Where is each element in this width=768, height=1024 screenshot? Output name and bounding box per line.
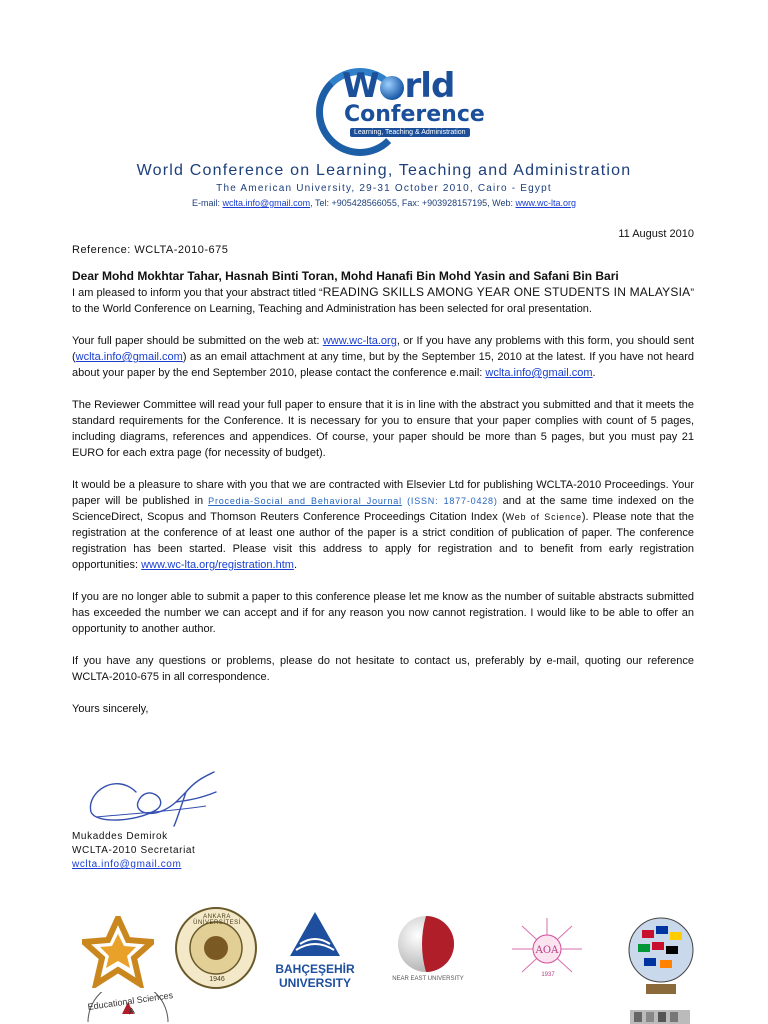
salutation: Dear Mohd Mokhtar Tahar, Hasnah Binti Toran, Mohd Hanafi Bin Mohd Yasin and Safani Bin Bari (72, 269, 619, 283)
partner-logos (0, 900, 768, 1024)
submission-email-link[interactable]: wclta.info@gmail.com (75, 351, 183, 363)
journal-issn: (ISSN: 1877-0428) (401, 496, 498, 506)
paragraph-questions: If you have any questions or problems, please do not hesitate to contact us, preferably by e-mail, quoting our reference WCLTA-2010-675 in all correspondence. (72, 655, 694, 683)
paragraph-submission: Your full paper should be submitted on the web at: www.wc-lta.org, or If you have any problems with this form, you should sent (wclta.info@gmail.com) as an email attachment at any time, but by the September 15, 2010 at the latest. If you have not heard about your paper by the end September 2010, please contact the conference e.mail: wclta.info@gmail.com. (72, 335, 694, 379)
bahcesehir-wordmark: BAHÇEŞEHİR UNIVERSITY (275, 962, 355, 990)
logo-word-conference: Conference (344, 102, 485, 127)
letter-reference: Reference: WCLTA-2010-675 (72, 244, 229, 256)
svg-text:AOA: AOA (535, 945, 559, 956)
near-east-logo-icon (396, 914, 456, 974)
header-email-link[interactable]: wclta.info@gmail.com (222, 198, 311, 208)
bahcesehir-logo-icon (288, 910, 342, 958)
signer-name: Mukaddes Demirok (72, 831, 168, 842)
letter-body (72, 268, 694, 733)
paragraph-review: The Reviewer Committee will read your full paper to ensure that it is in line with the abstract you submitted and that it meets the standard requirements for the Conference. It is necessary for you to ensure that your paper complies with count of 5 pages, including diagrams, references and appendices. Of course, your paper should be more than 5 pages, but you must pay 21 EURO for each extra page (for necessity of budget). (72, 399, 694, 459)
near-east-text: NEAR EAST UNIVERSITY (392, 976, 464, 982)
logo-subtitle: Learning, Teaching & Administration (350, 128, 470, 137)
conference-title: World Conference on Learning, Teaching and Administration (136, 162, 632, 179)
paper-title: READING SKILLS AMONG YEAR ONE STUDENTS IN MALAYSIA (322, 285, 691, 299)
world-conference-logo (310, 64, 485, 164)
educational-sciences-text: Educational Sciences A (86, 990, 174, 1017)
aoa-year: 1937 (541, 972, 555, 978)
signer-email-link[interactable]: wclta.info@gmail.com (72, 859, 182, 870)
ankara-seal-year: 1946 (209, 976, 225, 983)
letter-date: 11 August 2010 (618, 228, 694, 240)
logo-word-world: W rld (342, 66, 455, 106)
conference-contacts: E-mail: wclta.info@gmail.com, Tel: +905428566055, Fax: +903928157195, Web: www.wc-lta.org (191, 198, 577, 208)
submission-web-link[interactable]: www.wc-lta.org (322, 335, 397, 347)
world-education-logo-icon (624, 912, 698, 996)
partial-logo-icon (628, 1006, 692, 1024)
paragraph-publication: It would be a pleasure to share with you that we are contracted with Elsevier Ltd for publishing WCLTA-2010 Proceedings. Your paper will be published in Procedia-Social and Behavioral Journal (ISSN: 1877-0428) and at the same time indexed on the ScienceDirect, Scopus and Thomson Reuters Conference Proceedings Citation Index (Web of Science). Please note that the registration at the conference of at least one author of the paper is a strict condition of publication of paper. The conference registration has been started. Please visit this address to apply for registration and to benefit from early registration opportunities: www.wc-lta.org/registration.htm. (72, 479, 694, 571)
handwritten-signature (76, 762, 226, 830)
conference-venue: The American University, 29-31 October 2010, Cairo - Egypt (216, 183, 552, 194)
registration-link[interactable]: www.wc-lta.org/registration.htm (141, 559, 294, 571)
signer-block (72, 830, 195, 872)
star-knot-logo-icon (82, 916, 154, 988)
journal-link[interactable]: Procedia-Social and Behavioral Journal (208, 496, 402, 506)
web-of-science: Web of Science (505, 512, 582, 522)
globe-icon (380, 76, 404, 100)
contact-email-link[interactable]: wclta.info@gmail.com (485, 367, 593, 379)
closing: Yours sincerely, (72, 703, 149, 715)
paragraph-acceptance: I am pleased to inform you that your abstract titled “READING SKILLS AMONG YEAR ONE STUDENTS IN MALAYSIA” to the World Conference on Learning, Teaching and Administration has been selected for oral presentation. (72, 285, 695, 315)
ankara-seal-text: ANKARA ÜNİVERSİTESİ (193, 914, 241, 926)
paragraph-withdrawal: If you are no longer able to submit a paper to this conference please let me know as the number of suitable abstracts submitted has exceeded the number we can accept and if for any reason you now cannot registration. I would like to be able to offer an opportunity to another author. (72, 591, 694, 635)
header-web-link[interactable]: www.wc-lta.org (515, 198, 577, 208)
signer-role: WCLTA-2010 Secretariat (72, 845, 196, 856)
